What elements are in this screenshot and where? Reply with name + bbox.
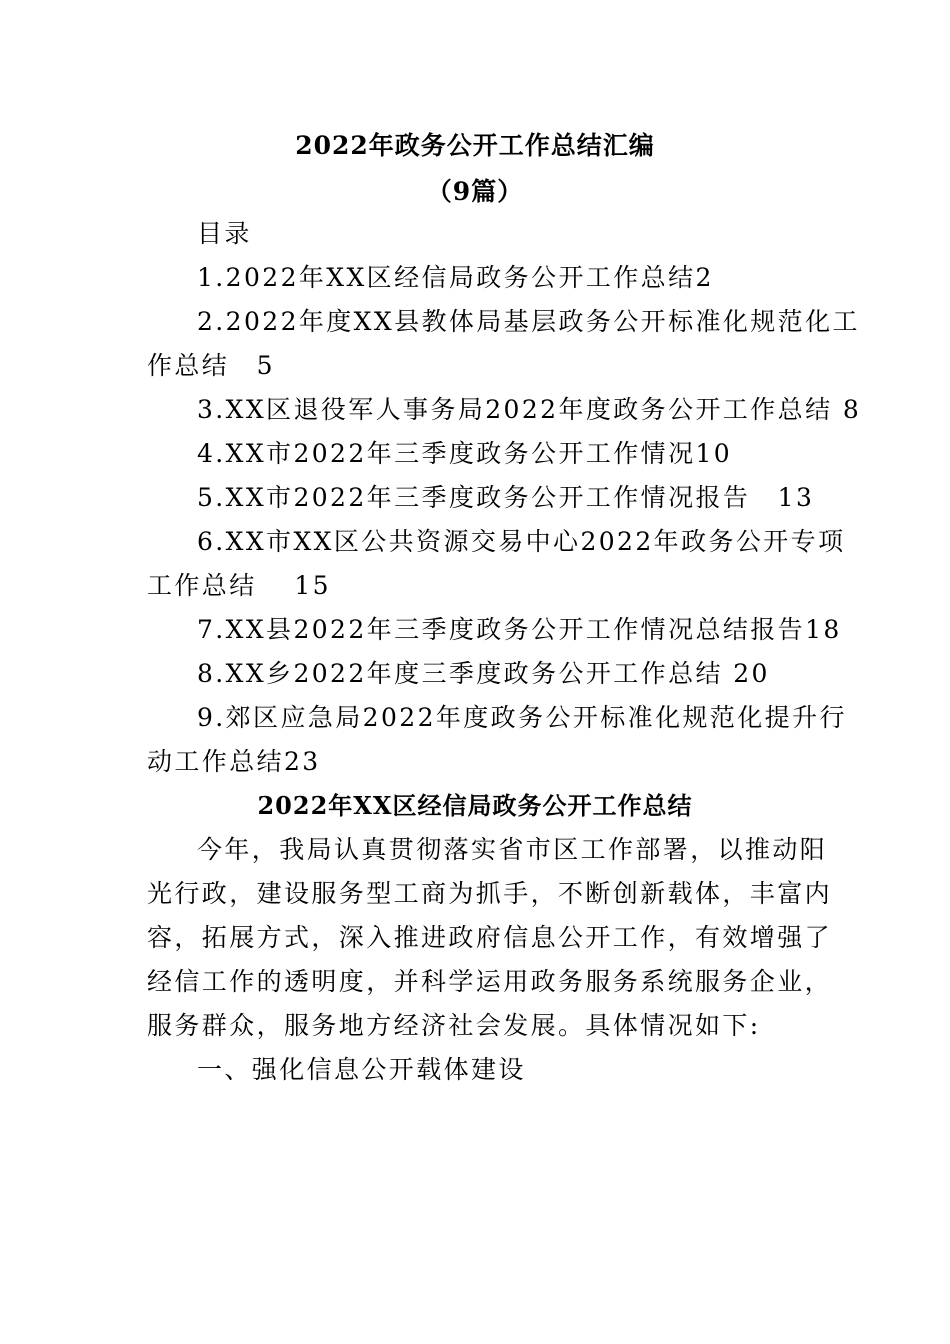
toc-item-2-cont: 作总结 5 [147,351,275,380]
toc-item-7: 7.XX县2022年三季度政务公开工作情况总结报告18 [197,615,842,644]
toc-item-4: 4.XX市2022年三季度政务公开工作情况10 [197,439,733,468]
body-line-2: 光行政，建设服务型工商为抓手，不断创新载体，丰富内 [147,879,833,908]
toc-item-9-cont: 动工作总结23 [147,747,321,776]
toc-heading: 目录 [197,219,252,248]
toc-item-6-cont: 工作总结 15 [147,571,331,600]
section-title: 2022年XX区经信局政务公开工作总结 [257,791,693,820]
body-line-1: 今年，我局认真贯彻落实省市区工作部署，以推动阳 [197,835,828,864]
toc-item-1: 1.2022年XX区经信局政务公开工作总结2 [197,263,714,292]
toc-item-8: 8.XX乡2022年度三季度政务公开工作总结 20 [197,659,770,688]
body-line-3: 容，拓展方式，深入推进政府信息公开工作，有效增强了 [147,923,833,952]
document-subtitle: （9篇） [426,177,524,206]
toc-item-3: 3.XX区退役军人事务局2022年度政务公开工作总结 8 [197,395,862,424]
body-line-4: 经信工作的透明度，并科学运用政务服务系统服务企业， [147,967,833,996]
body-line-5: 服务群众，服务地方经济社会发展。具体情况如下: [147,1011,761,1040]
heading-1: 一、强化信息公开载体建设 [197,1055,526,1084]
toc-item-9: 9.郊区应急局2022年度政务公开标准化规范化提升行 [197,703,847,732]
toc-item-6: 6.XX市XX区公共资源交易中心2022年政务公开专项 [197,527,846,556]
toc-item-2: 2.2022年度XX县教体局基层政务公开标准化规范化工 [197,307,860,336]
toc-item-5: 5.XX市2022年三季度政务公开工作情况报告 13 [197,483,815,512]
document-title: 2022年政务公开工作总结汇编 [295,131,655,160]
